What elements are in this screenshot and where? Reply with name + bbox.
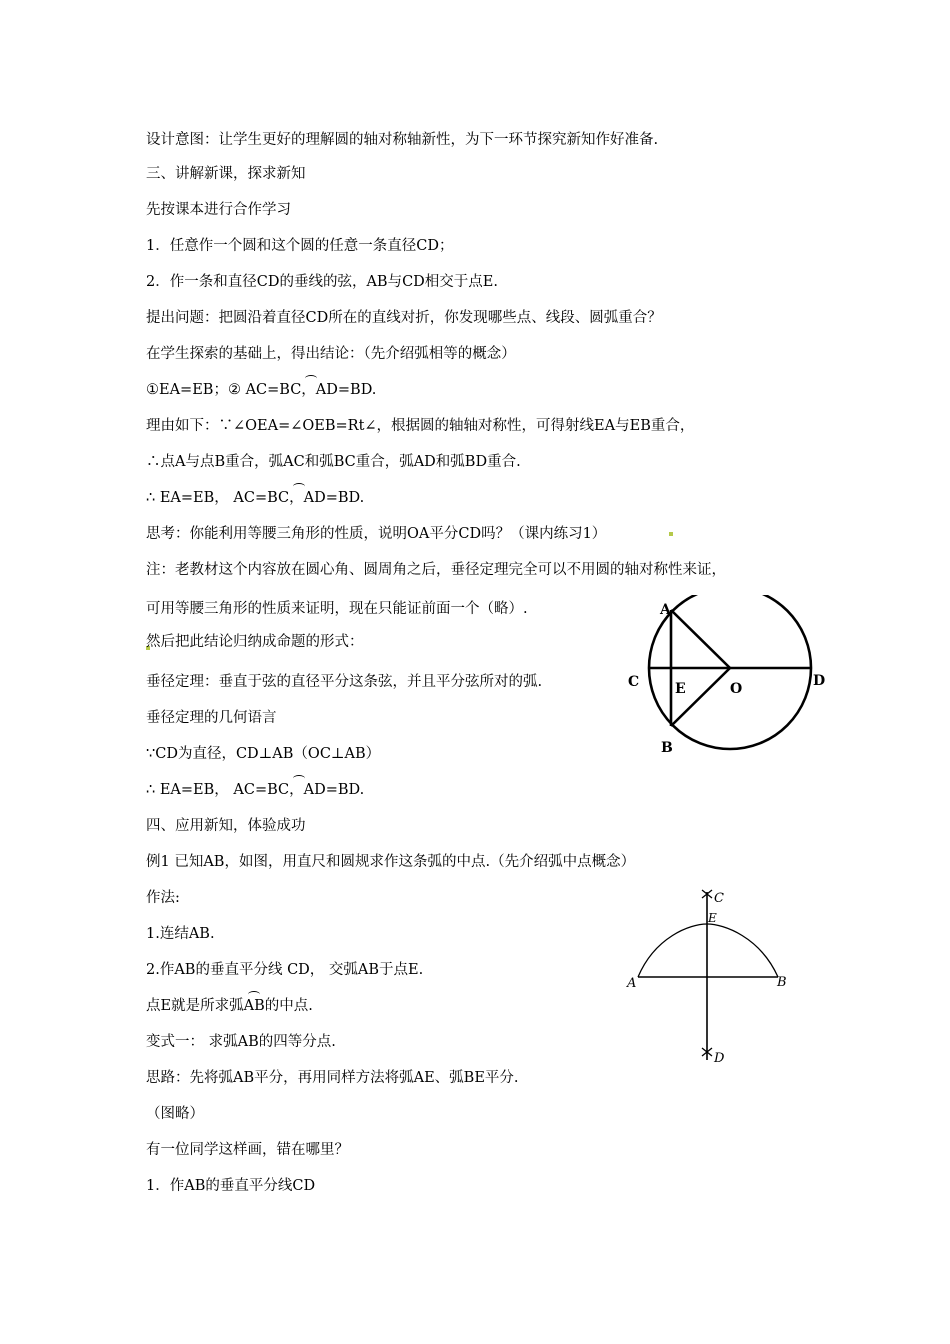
reasoning-2: ∴点A与点B重合，弧AC和弧BC重合，弧AD和弧BD重合. xyxy=(146,454,521,470)
paragraph: 在学生探索的基础上，得出结论：（先介绍弧相等的概念） xyxy=(146,346,516,362)
think-question: 思考：你能利用等腰三角形的性质，说明OA平分CD吗？（课内练习1） xyxy=(146,526,607,542)
question-error: 有一位同学这样画，错在哪里？ xyxy=(146,1142,349,1158)
arc-ab xyxy=(638,924,778,977)
conclusion xyxy=(146,381,376,399)
segment-ao xyxy=(671,610,730,668)
marker-dot xyxy=(669,532,673,536)
theorem: 垂径定理：垂直于弦的直径平分这条弦，并且平分弦所对的弧. xyxy=(146,674,543,690)
circle xyxy=(649,595,811,749)
arc-ab: AB xyxy=(243,998,265,1014)
label-c: C xyxy=(628,674,640,690)
circle-diagram xyxy=(620,595,835,765)
theorem-heading: 垂径定理的几何语言 xyxy=(146,710,277,726)
label-a: A xyxy=(660,602,671,618)
therefore-text: ∴ EA=EB， xyxy=(146,782,234,798)
given: ∵CD为直径，CD⊥AB（OC⊥AB） xyxy=(146,746,381,762)
approach: 思路：先将弧AB平分，再用同样方法将弧AE、弧BE平分. xyxy=(146,1070,519,1086)
conclusion-text: ①EA=EB；② xyxy=(146,382,246,398)
step-2: 2．作一条和直径CD的垂线的弦，AB与CD相交于点E. xyxy=(146,274,498,290)
therefore-line xyxy=(146,489,364,507)
label-d: D xyxy=(813,673,826,689)
label-b: B xyxy=(661,740,673,756)
step-1-wrong: 1．作AB的垂直平分线CD xyxy=(146,1178,316,1194)
design-intent: 设计意图：让学生更好的理解圆的轴对称轴新性，为下一环节探究新知作好准备. xyxy=(146,132,659,148)
section-heading-3: 三、讲解新课，探求新知 xyxy=(146,166,306,182)
midpoint-text-end: 的中点. xyxy=(264,998,313,1014)
label-d: D xyxy=(714,1051,725,1066)
label-e: E xyxy=(675,681,686,697)
step-1: 1．任意作一个圆和这个圆的任意一条直径CD； xyxy=(146,238,454,254)
variant-1: 变式一： 求弧AB的四等分点. xyxy=(146,1034,336,1050)
midpoint-text: 点E就是所求弧 xyxy=(146,998,244,1014)
arc-equation: AC=BC，AD=BD. xyxy=(233,782,365,798)
question: 提出问题：把圆沿着直径CD所在的直线对折，你发现哪些点、线段、圆弧重合？ xyxy=(146,310,662,326)
arc-equation: AC=BC，AD=BD. xyxy=(233,490,365,506)
method-step-2: 2.作AB的垂直平分线 CD， 交弧AB于点E. xyxy=(146,962,424,978)
note: 注：老教材这个内容放在圆心角、圆周角之后，垂径定理完全可以不用圆的轴对称性来证， xyxy=(146,562,726,578)
method-step-1: 1.连结AB. xyxy=(146,926,215,942)
label-b: B xyxy=(777,975,787,990)
therefore-line xyxy=(146,781,364,799)
arc-midpoint-diagram xyxy=(620,882,800,1072)
section-heading-4: 四、应用新知，体验成功 xyxy=(146,818,306,834)
figure-omitted: （图略） xyxy=(146,1106,204,1122)
paragraph: 先按课本进行合作学习 xyxy=(146,202,291,218)
midpoint-line xyxy=(146,997,313,1015)
label-a: A xyxy=(627,976,637,991)
method-heading: 作法: xyxy=(146,890,180,906)
paragraph: 然后把此结论归纳成命题的形式： xyxy=(146,634,364,650)
therefore-text: ∴ EA=EB， xyxy=(146,490,234,506)
arc-equation: AC=BC，AD=BD. xyxy=(245,382,377,398)
reasoning: 理由如下：∵∠OEA=∠OEB=Rt∠，根据圆的轴轴对称性，可得射线EA与EB重合， xyxy=(146,418,695,434)
example-1: 例1 已知AB，如图，用直尺和圆规求作这条弧的中点.（先介绍弧中点概念） xyxy=(146,854,636,870)
segment-bo xyxy=(671,668,730,726)
note-2: 可用等腰三角形的性质来证明，现在只能证前面一个（略）. xyxy=(146,601,528,617)
label-c: C xyxy=(714,891,724,906)
label-e: E xyxy=(708,911,717,925)
label-o: O xyxy=(730,681,743,697)
